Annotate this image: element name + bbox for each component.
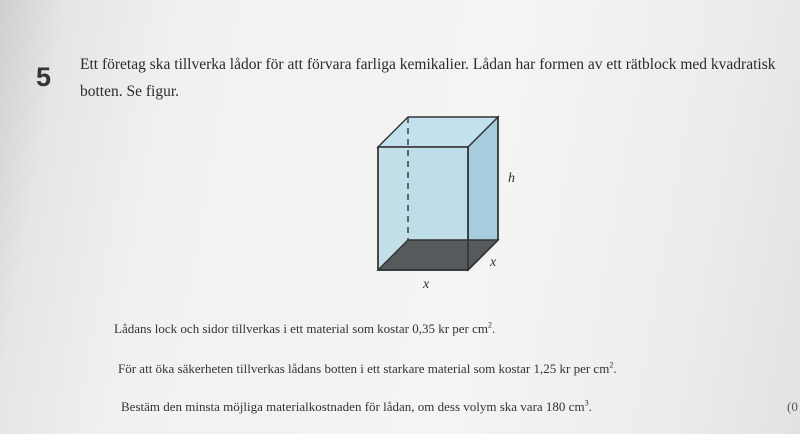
paragraph-task-end: . (588, 399, 592, 414)
points-label: (0 (787, 399, 798, 414)
paragraph-bottom-cost-exponent: 2 (609, 360, 614, 370)
box-figure (340, 100, 540, 300)
paragraph-bottom-cost (118, 361, 617, 377)
paragraph-lid-cost-end: . (492, 321, 496, 336)
paragraph-bottom-cost-text: För att öka säkerheten tillverkas lådans botten i ett starkare material som kostar 1,25 kr per cm (118, 361, 610, 376)
label-h: h (508, 171, 515, 186)
paragraph-task (121, 399, 592, 415)
label-x-side: x (490, 255, 497, 270)
question-text-line-1: Ett företag ska tillverka lådor för att förvara farliga kemikalier. Lådan har formen av ett rätblock med kvadratisk (80, 56, 776, 73)
paragraph-lid-cost-text: Lådans lock och sidor tillverkas i ett material som kostar 0,35 kr per cm (114, 321, 489, 336)
paragraph-task-exponent: 3 (584, 398, 589, 408)
paragraph-lid-cost (114, 321, 495, 337)
question-text (80, 51, 796, 105)
paragraph-bottom-cost-end: . (613, 361, 617, 376)
paragraph-task-text: Bestäm den minsta möjliga materialkostnaden för lådan, om dess volym ska vara 180 cm (121, 399, 585, 414)
question-number: 5 (36, 62, 52, 92)
question-text-line-2: botten. Se figur. (80, 83, 180, 100)
label-x-bottom: x (423, 277, 430, 292)
paragraph-lid-cost-exponent: 2 (488, 320, 493, 330)
